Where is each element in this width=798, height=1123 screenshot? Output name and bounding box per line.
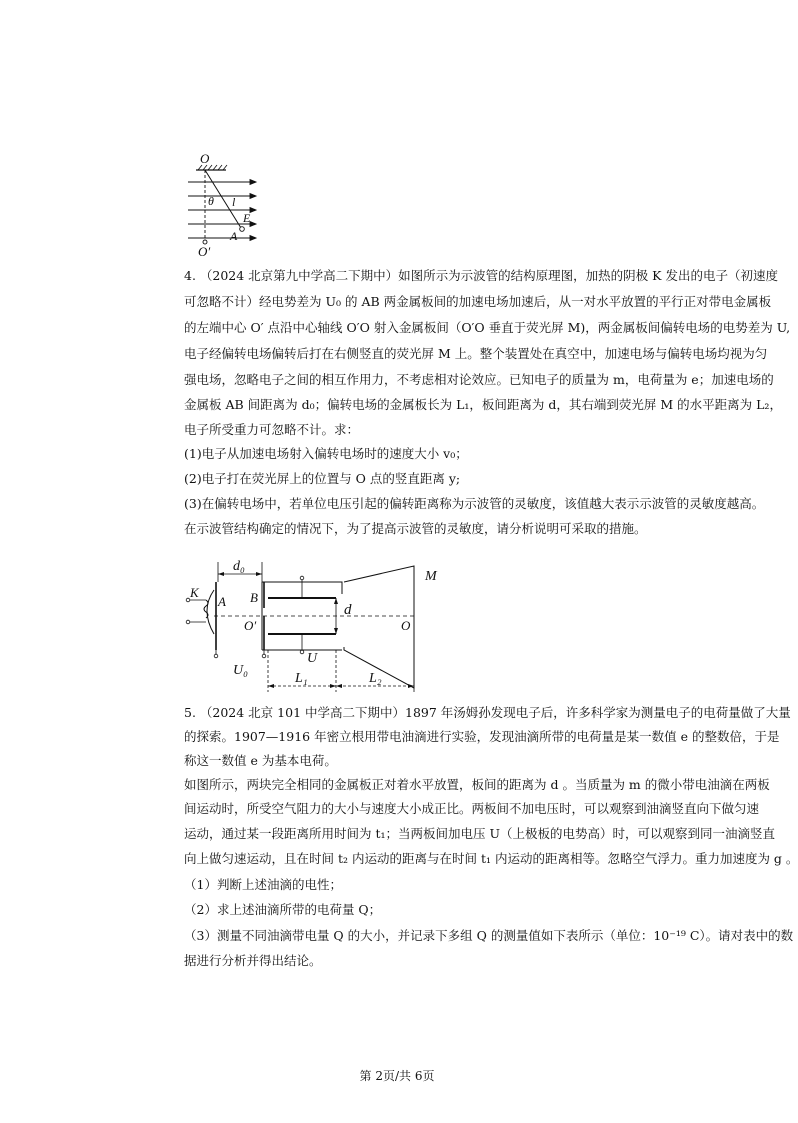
label-A: A [218, 594, 226, 609]
label-d0: d₀ [233, 559, 245, 574]
label-K: K [190, 585, 199, 600]
label-L1: L₁ [295, 671, 308, 686]
problem-4-question-1: (1)电子从加速电场射入偏转电场时的速度大小 v₀； [184, 446, 468, 461]
problem-5-line-7: 向上做匀速运动，且在时间 t₂ 内运动的距离与在时间 t₁ 内运动的距离相等。忽略空气浮力。重力加速度为 g 。 [184, 851, 798, 866]
problem-4-line-7: 电子所受重力可忽略不计。求： [184, 422, 360, 437]
label-l: l [232, 195, 236, 209]
problem-5-line-1: 5. （2024 北京 101 中学高二下期中）1897 年汤姆孙发现电子后，许多科学家为测量电子的电荷量做了大量 [184, 705, 791, 720]
problem-5-question-1: （1）判断上述油滴的电性； [184, 877, 342, 892]
label-d: d [344, 602, 352, 618]
label-O-prime: O′ [198, 244, 211, 259]
label-B: B [250, 590, 258, 605]
problem-4-line-2: 可忽略不计）经电势差为 U₀ 的 AB 两金属板间的加速电场加速后，从一对水平放置的平行正对带电金属板 [184, 294, 772, 309]
oscilloscope-tube-figure [184, 552, 454, 697]
problem-4-line-4: 电子经偏转电场偏转后打在右侧竖直的荧光屏 M 上。整个装置处在真空中，加速电场与偏转电场均视为匀 [184, 346, 768, 361]
problem-5-question-2: （2）求上述油滴所带的电荷量 Q； [184, 902, 382, 917]
problem-5-question-3: （3）测量不同油滴带电量 Q 的大小，并记录下多组 Q 的测量值如下表所示（单位：10⁻¹⁹ C）。请对表中的数 [184, 928, 794, 943]
label-O-prime: O′ [244, 618, 257, 633]
problem-4-line-1: 4. （2024 北京第九中学高二下期中）如图所示为示波管的结构原理图，加热的阴极 K 发出的电子（初速度 [184, 268, 778, 283]
problem-5-line-4: 如图所示，两块完全相同的金属板正对着水平放置，板间的距离为 d 。当质量为 m 的微小带电油滴在两板 [184, 777, 770, 792]
problem-4-question-3-cont: 在示波管结构确定的情况下，为了提高示波管的灵敏度，请分析说明可采取的措施。 [184, 521, 647, 536]
problem-5-line-5: 间运动时，所受空气阻力的大小与速度大小成正比。两板间不加电压时，可以观察到油滴竖直向下做匀速 [184, 801, 760, 816]
problem-5-question-3-cont: 据进行分析并得出结论。 [184, 953, 322, 968]
label-L2: L₂ [369, 671, 382, 686]
problem-4-line-3: 的左端中心 O′ 点沿中心轴线 O′O 射入金属板间（O′O 垂直于荧光屏 M)，两金属板间偏转电场的电势差为 U, [184, 320, 791, 335]
problem-5-line-2: 的探索。1907—1916 年密立根用带电油滴进行实验，发现油滴所带的电荷量是某一数值 e 的整数倍，于是 [184, 729, 780, 744]
label-O: O [401, 618, 411, 633]
problem-4-question-3: (3)在偏转电场中，若单位电压引起的偏转距离称为示波管的灵敏度，该值越大表示示波管的灵敏度越高。 [184, 496, 765, 511]
label-theta: θ [208, 194, 214, 208]
label-U0: U₀ [233, 663, 248, 678]
label-O: O [200, 151, 210, 166]
pendulum-field-figure [186, 150, 266, 259]
label-M: M [425, 569, 437, 584]
label-U: U [307, 651, 318, 666]
problem-4-line-5: 强电场，忽略电子之间的相互作用力，不考虑相对论效应。已知电子的质量为 m，电荷量为 e；加速电场的 [184, 372, 774, 387]
problem-5-line-3: 称这一数值 e 为基本电荷。 [184, 753, 337, 768]
problem-4-question-2: (2)电子打在荧光屏上的位置与 O 点的竖直距离 y; [184, 471, 461, 486]
label-E: E [243, 211, 251, 225]
label-A: A [230, 229, 238, 243]
page-footer: 第 2页/共 6页 [359, 1069, 435, 1083]
problem-5-line-6: 运动，通过某一段距离所用时间为 t₁；当两板间加电压 U（上极板的电势高）时，可以观察到同一油滴竖直 [184, 826, 776, 841]
problem-4-line-6: 金属板 AB 间距离为 d₀；偏转电场的金属板长为 L₁，板间距离为 d，其右端到荧光屏 M 的水平距离为 L₂， [184, 397, 782, 412]
